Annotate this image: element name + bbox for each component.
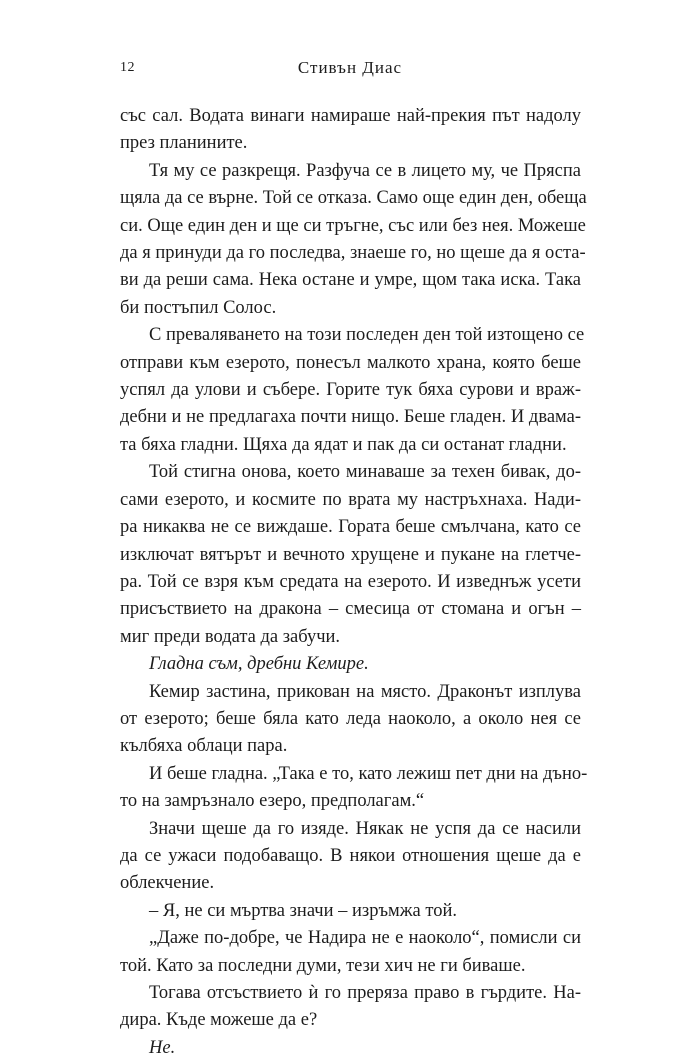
text-line: С преваляването на този последен ден той изтощено се [149,325,585,346]
text-line: би постъпил Солос. [120,297,277,318]
text-line: ра никаква не се виждаше. Гората беше смълчана, като се [120,517,581,538]
text-line: да я принуди да го последва, знаеше го, но щеше да я оста- [120,243,586,264]
text-line: Не. [149,1037,176,1058]
text-line: през планините. [120,133,248,154]
text-line: ви да реши сама. Нека остане и умре, щом така иска. Така [120,270,581,291]
text-line: то на замръзнало езеро, предполагам.“ [120,791,425,812]
text-line: Гладна съм, дребни Кемире. [149,654,369,675]
text-line: кълбяха облаци пара. [120,736,288,757]
body-text [120,103,588,1062]
text-line: та бяха гладни. Щяха да ядат и пак да си останат гладни. [120,434,567,455]
text-line: успял да улови и събере. Горите тук бяха сурови и враж- [120,380,581,401]
text-line: присъствието на дракона – смесица от стомана и огън – [120,599,581,620]
text-line: от езерото; беше бяла като леда наоколо, а около нея се [120,708,581,729]
text-line: дира. Къде можеше да е? [120,1010,318,1031]
text-line: той. Като за последни думи, тези хич не ги биваше. [120,955,526,976]
text-line: Значи щеше да го изяде. Някак не успя да се насили [149,818,581,839]
text-line: сами езерото, и космите по врата му настръхнаха. Нади- [120,489,581,510]
text-line: отправи към езерото, понесъл малкото храна, която беше [120,352,581,373]
text-line: със сал. Водата винаги намираше най-прекия път надолу [120,106,581,126]
page-number: 12 [120,60,135,75]
text-line: Тогава отсъствието ѝ го преряза право в гърдите. На- [149,983,581,1003]
text-line: да се ужаси подобаващо. В някои отношения щеше да е [120,845,581,866]
text-line: дебни и не предлагаха почти нищо. Беше гладен. И двама- [120,407,581,428]
running-head-author: Стивън Диас [297,58,403,77]
text-line: „Даже по-добре, че Надира не е наоколо“, помисли си [149,928,581,949]
text-line: миг преди водата да забучи. [120,626,341,647]
text-line: ра. Той се взря към средата на езерото. И изведнъж усети [120,571,581,592]
text-line: изключат вятърът и вечното хрущене и пукане на глетче- [120,544,581,565]
text-line: Кемир застина, прикован на място. Драконът изплува [149,681,581,702]
text-line: – Я, не си мъртва значи – изръмжа той. [149,900,457,921]
text-line: Тя му се разкрещя. Разфуча се в лицето му, че Пряспа [149,160,581,181]
text-line: облекчение. [120,873,215,894]
text-line: щяла да се върне. Той се отказа. Само още един ден, обеща [120,188,587,209]
text-line: И беше гладна. „Така е то, като лежиш пет дни на дъно- [149,763,588,784]
text-line: Той стигна онова, което минаваше за техен бивак, до- [149,462,581,483]
text-line: си. Още един ден и ще си тръгне, със или без нея. Можеше [120,215,586,236]
